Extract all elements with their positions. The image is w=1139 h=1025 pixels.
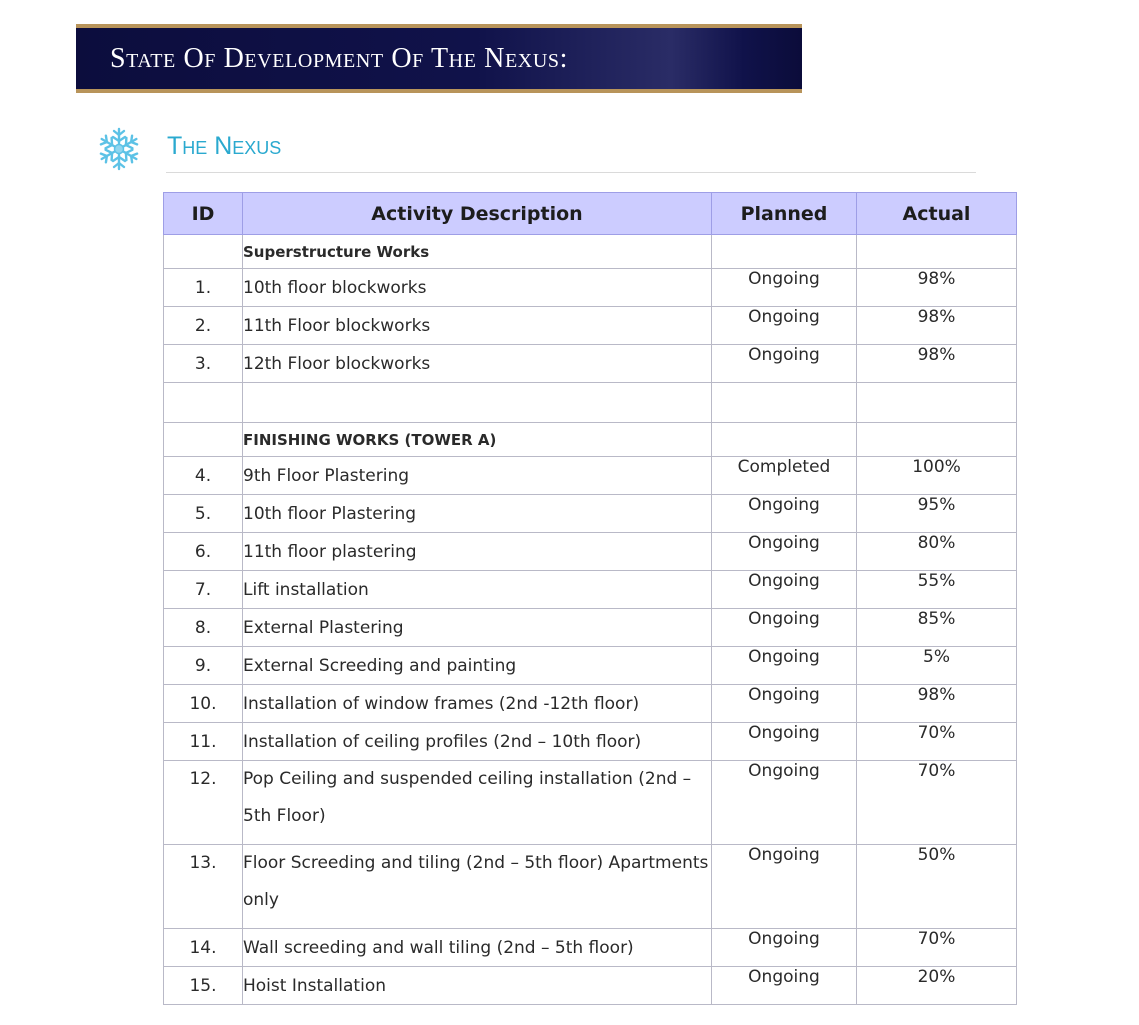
- row-id: 4.: [164, 457, 243, 495]
- row-description: Installation of ceiling profiles (2nd – 10th floor): [243, 723, 712, 761]
- row-description: FINISHING WORKS (TOWER A): [243, 423, 712, 457]
- row-planned: [712, 383, 857, 423]
- row-actual: 85%: [857, 609, 1017, 647]
- row-id: 9.: [164, 647, 243, 685]
- row-description: 11th floor plastering: [243, 533, 712, 571]
- row-id: 8.: [164, 609, 243, 647]
- section-row: [164, 235, 1017, 269]
- row-planned: Ongoing: [712, 269, 857, 307]
- banner-title: State Of Development Of The Nexus:: [110, 43, 568, 74]
- section-title: The Nexus: [167, 132, 282, 160]
- header-planned: Planned: [712, 193, 857, 235]
- row-id: 1.: [164, 269, 243, 307]
- table-row: [164, 723, 1017, 761]
- header-description: Activity Description: [243, 193, 712, 235]
- row-planned: Ongoing: [712, 495, 857, 533]
- row-id: [164, 383, 243, 423]
- activity-table: [163, 192, 1017, 1005]
- row-planned: Ongoing: [712, 307, 857, 345]
- row-description: 10th floor blockworks: [243, 269, 712, 307]
- table-row: [164, 533, 1017, 571]
- row-description: 10th floor Plastering: [243, 495, 712, 533]
- section-divider: [166, 172, 976, 173]
- row-planned: Completed: [712, 457, 857, 495]
- row-actual: 55%: [857, 571, 1017, 609]
- row-actual: 98%: [857, 685, 1017, 723]
- row-planned: [712, 423, 857, 457]
- header-id: ID: [164, 193, 243, 235]
- row-actual: 20%: [857, 967, 1017, 1005]
- row-id: 10.: [164, 685, 243, 723]
- row-description: 9th Floor Plastering: [243, 457, 712, 495]
- table-row: [164, 929, 1017, 967]
- row-description: Superstructure Works: [243, 235, 712, 269]
- row-description: Lift installation: [243, 571, 712, 609]
- row-actual: [857, 423, 1017, 457]
- row-actual: [857, 383, 1017, 423]
- row-planned: Ongoing: [712, 967, 857, 1005]
- row-actual: 98%: [857, 269, 1017, 307]
- row-id: 14.: [164, 929, 243, 967]
- row-actual: 70%: [857, 761, 1017, 845]
- row-planned: Ongoing: [712, 609, 857, 647]
- table-row: [164, 457, 1017, 495]
- row-id: 11.: [164, 723, 243, 761]
- header-actual: Actual: [857, 193, 1017, 235]
- table-row: [164, 647, 1017, 685]
- row-planned: Ongoing: [712, 345, 857, 383]
- section-header: [96, 126, 976, 174]
- row-description: Floor Screeding and tiling (2nd – 5th floor) Apartments only: [243, 845, 712, 929]
- row-id: 13.: [164, 845, 243, 929]
- row-actual: 80%: [857, 533, 1017, 571]
- table-row: [164, 609, 1017, 647]
- row-id: 12.: [164, 761, 243, 845]
- snowflake-icon: [96, 126, 142, 172]
- row-description: External Screeding and painting: [243, 647, 712, 685]
- row-id: 6.: [164, 533, 243, 571]
- row-description: External Plastering: [243, 609, 712, 647]
- table-row: [164, 307, 1017, 345]
- table-body: [164, 235, 1017, 1005]
- blank-row: [164, 383, 1017, 423]
- row-actual: 98%: [857, 307, 1017, 345]
- table-row: [164, 495, 1017, 533]
- row-description: Pop Ceiling and suspended ceiling installation (2nd – 5th Floor): [243, 761, 712, 845]
- row-actual: 5%: [857, 647, 1017, 685]
- row-description: [243, 383, 712, 423]
- row-id: 3.: [164, 345, 243, 383]
- row-planned: [712, 235, 857, 269]
- row-planned: Ongoing: [712, 685, 857, 723]
- table-row: [164, 845, 1017, 929]
- row-planned: Ongoing: [712, 533, 857, 571]
- row-id: 5.: [164, 495, 243, 533]
- row-actual: 100%: [857, 457, 1017, 495]
- section-row: [164, 423, 1017, 457]
- row-description: 12th Floor blockworks: [243, 345, 712, 383]
- table-row: [164, 345, 1017, 383]
- row-description: Installation of window frames (2nd -12th floor): [243, 685, 712, 723]
- row-planned: Ongoing: [712, 571, 857, 609]
- table-header-row: [164, 193, 1017, 235]
- row-id: [164, 235, 243, 269]
- table-row: [164, 967, 1017, 1005]
- row-actual: 50%: [857, 845, 1017, 929]
- row-planned: Ongoing: [712, 929, 857, 967]
- row-id: 15.: [164, 967, 243, 1005]
- row-description: Wall screeding and wall tiling (2nd – 5th floor): [243, 929, 712, 967]
- table-row: [164, 269, 1017, 307]
- row-id: 2.: [164, 307, 243, 345]
- page-banner: [76, 24, 802, 93]
- row-id: 7.: [164, 571, 243, 609]
- row-actual: 70%: [857, 929, 1017, 967]
- row-description: Hoist Installation: [243, 967, 712, 1005]
- row-actual: [857, 235, 1017, 269]
- row-planned: Ongoing: [712, 723, 857, 761]
- row-planned: Ongoing: [712, 647, 857, 685]
- row-actual: 98%: [857, 345, 1017, 383]
- row-id: [164, 423, 243, 457]
- row-actual: 95%: [857, 495, 1017, 533]
- row-planned: Ongoing: [712, 845, 857, 929]
- table-row: [164, 685, 1017, 723]
- row-planned: Ongoing: [712, 761, 857, 845]
- table-row: [164, 761, 1017, 845]
- table-row: [164, 571, 1017, 609]
- row-actual: 70%: [857, 723, 1017, 761]
- row-description: 11th Floor blockworks: [243, 307, 712, 345]
